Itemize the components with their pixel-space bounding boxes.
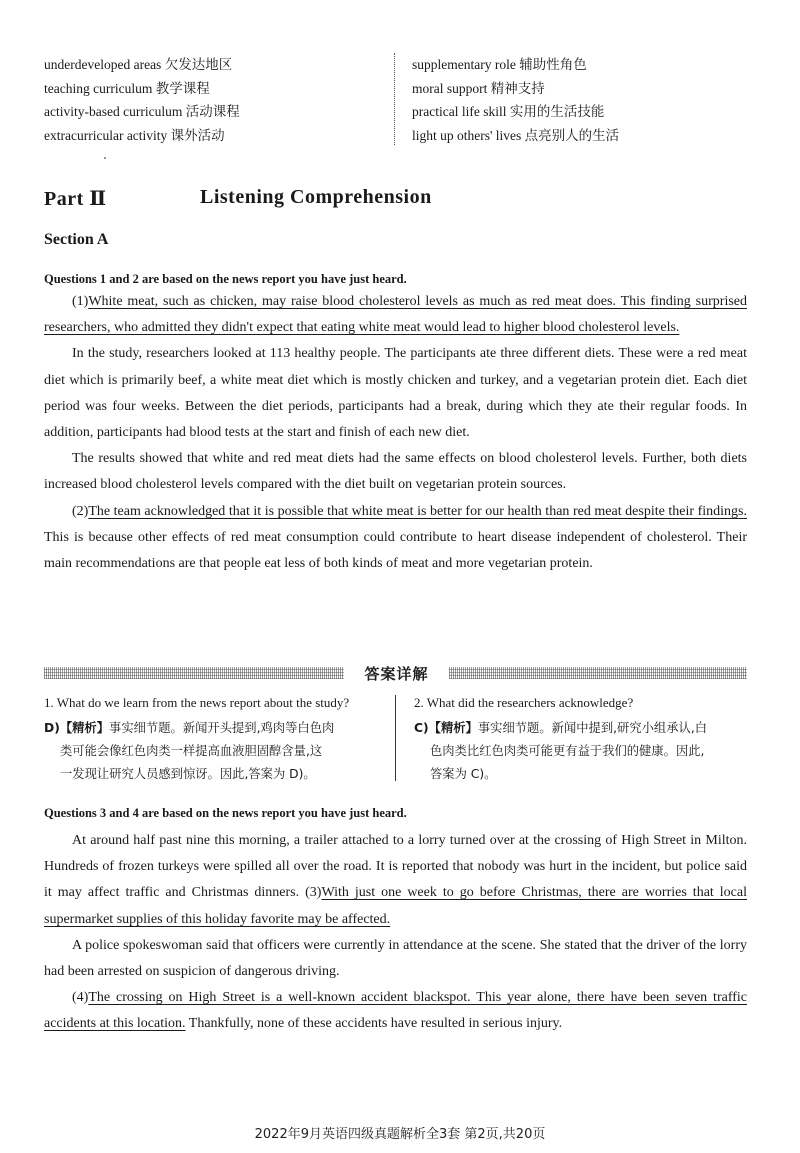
paragraph — [44, 289, 747, 341]
explanation-line: 类可能会像红色肉类一样提高血液胆固醇含量,这 — [60, 744, 323, 758]
underlined-answer-text: With just one week to go before Christmas, there are worries that local supermarket supplies of this holiday favorite may be affected. — [44, 885, 748, 927]
paragraph — [44, 985, 747, 1037]
answer-banner-label: 答案详解 — [364, 665, 429, 683]
explanation-line: 色肉类比红色肉类可能更有益于我们的健康。因此, — [430, 744, 705, 758]
banner-hatch-left — [44, 667, 344, 679]
part-heading — [44, 186, 432, 211]
vocab-column-right — [412, 53, 752, 147]
question-marker: (2) — [72, 503, 89, 519]
explanation-line: 答案为 C)。 — [430, 767, 497, 781]
vocab-item: activity-based curriculum 活动课程 — [44, 104, 240, 119]
answer-banner — [44, 664, 747, 682]
paragraph: In the study, researchers looked at 113 healthy people. The participants ate three different diets. These were a red meat diet which is primarily beef, a white meat diet which is mostly chicken and turkey, and a vegetarian protein diet. Each diet period was four weeks. Between the diet periods, participants had a break, during which they ate their regular foods. In addition, participants had blood tests at the start and finish of each new diet. — [44, 346, 747, 441]
vocab-item: moral support 精神支持 — [412, 80, 545, 96]
vocab-column-left — [44, 53, 374, 147]
paragraph — [44, 828, 747, 933]
vocab-item: supplementary role 辅助性角色 — [412, 57, 587, 72]
part-title: Listening Comprehension — [200, 186, 432, 208]
question-marker: (1) — [72, 294, 89, 309]
page-footer: 2022年9月英语四级真题解析全3套 第2页,共20页 — [254, 1127, 546, 1142]
paragraph: The results showed that white and red meat diets had the same effects on blood cholesterol levels. Further, both diets increased blood cholesterol levels compared with the diet built on vegetarian protein sources. — [44, 451, 747, 493]
answer-divider — [395, 695, 396, 781]
banner-hatch-right — [449, 667, 747, 679]
answer-q1 — [44, 693, 384, 786]
answer-letter: D) — [44, 721, 60, 735]
answer-q2 — [414, 693, 754, 786]
underlined-answer-text: The crossing on High Street is a well-known accident blackspot. This year alone, there have been seven traffic accidents at this location. — [44, 990, 747, 1032]
question-marker: (3) — [305, 885, 322, 901]
question-marker: (4) — [72, 990, 89, 1006]
explanation-line: 一发现让研究人员感到惊讶。因此,答案为 D)。 — [60, 767, 316, 781]
vocab-item: light up others' lives 点亮别人的生活 — [412, 127, 620, 143]
vocab-item: extracurricular activity 课外活动 — [44, 127, 225, 143]
vocab-divider — [394, 53, 395, 145]
answer-letter: C) — [414, 721, 429, 735]
underlined-answer-text: The team acknowledged that it is possible that white meat is better for our health than red meat despite their findings. — [88, 503, 747, 519]
news-report-2 — [44, 828, 747, 1038]
news-report-1 — [44, 289, 747, 577]
vocab-item: underdeveloped areas 欠发达地区 — [44, 57, 233, 72]
part-number: Part Ⅱ — [44, 188, 107, 210]
answer-explanation — [414, 717, 754, 786]
question-text: 2. What did the researchers acknowledge? — [414, 695, 634, 710]
explanation-line: 事实细节题。新闻中提到,研究小组承认,白 — [477, 721, 708, 735]
scan-speck — [104, 157, 106, 159]
section-heading: Section A — [44, 231, 109, 248]
paragraph-text: This is because other effects of red meat consumption could contribute to heart disease independent of cholesterol. Their main recommendations are that people eat less of both kinds of meat and more vegetarian protein. — [44, 529, 747, 572]
paragraph-text: Thankfully, none of these accidents have resulted in serious injury. — [185, 1016, 563, 1032]
question-text: 1. What do we learn from the news report about the study? — [44, 695, 350, 710]
answer-explanations — [44, 693, 754, 783]
explanation-line: 事实细节题。新闻开头提到,鸡肉等白色肉 — [109, 721, 335, 735]
paragraph — [44, 499, 747, 578]
paragraph-text: At around half past nine this morning, a trailer attached to a lorry turned over at the crossing of High Street in Milton. Hundreds of frozen turkeys were spilled all over the road. It is reported that nobody was hurt in the incident, but police said it may affect traffic and Christmas dinners. — [44, 833, 747, 901]
questions-3-4-heading: Questions 3 and 4 are based on the news report you have just heard. — [44, 806, 407, 820]
vocab-item: practical life skill 实用的生活技能 — [412, 104, 605, 119]
vocab-item: teaching curriculum 教学课程 — [44, 80, 210, 96]
paragraph: A police spokeswoman said that officers were currently in attendance at the scene. She stated that the driver of the lorry had been arrested on suspicion of dangerous driving. — [44, 937, 747, 980]
analysis-tag: 【精析】 — [428, 721, 478, 735]
questions-1-2-heading: Questions 1 and 2 are based on the news report you have just heard. — [44, 272, 407, 286]
answer-explanation — [44, 717, 384, 786]
underlined-answer-text: White meat, such as chicken, may raise blood cholesterol levels as much as red meat does. This finding surprised researchers, who admitted they didn't expect that eating white meat would lead to higher blood cholesterol levels. — [44, 294, 747, 336]
analysis-tag: 【精析】 — [59, 721, 110, 735]
